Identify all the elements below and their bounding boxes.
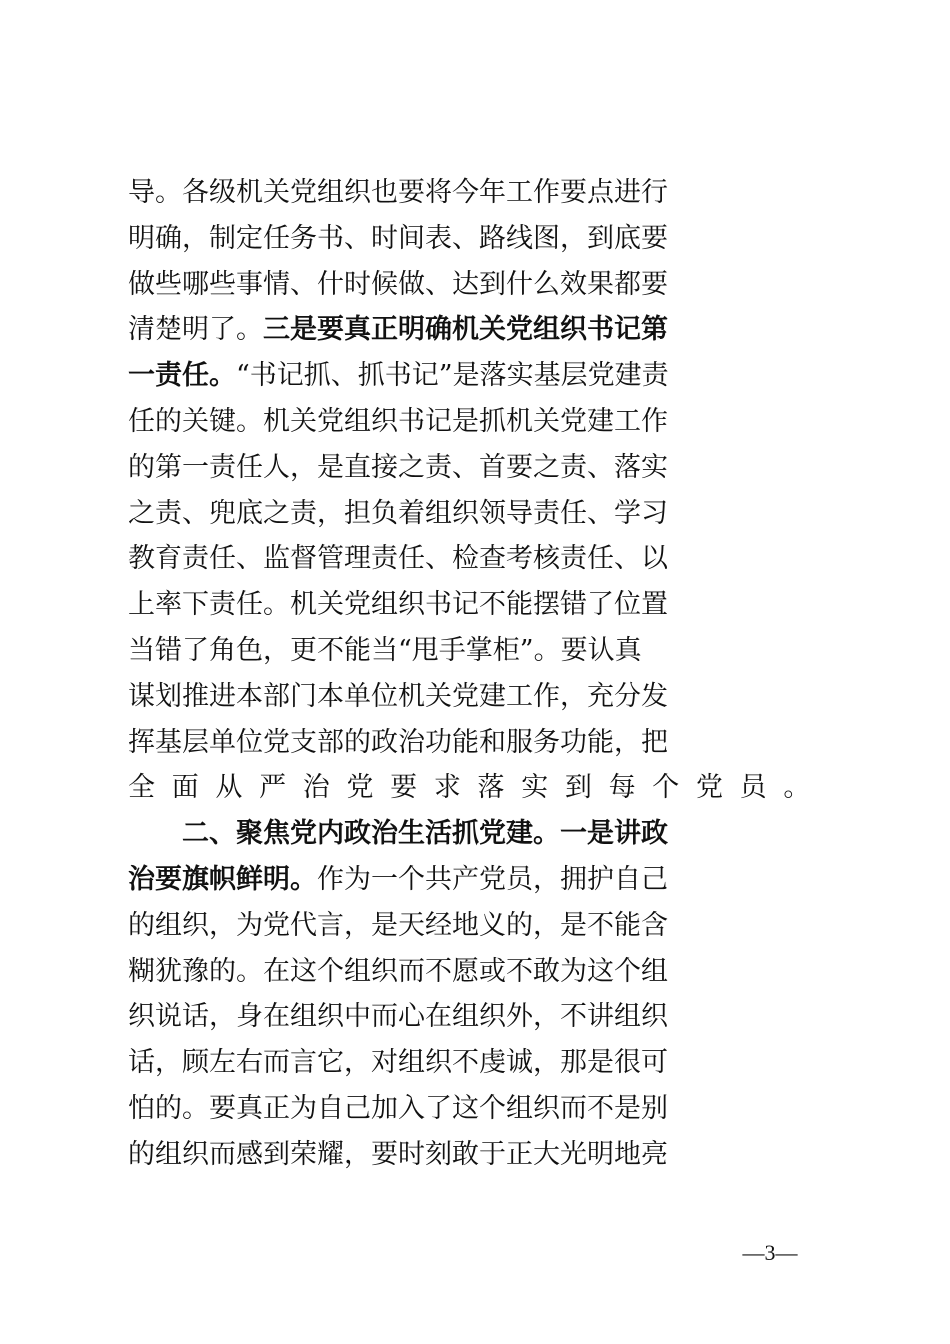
text-segment: 挥基层单位党支部的政治功能和服务功能，把 xyxy=(128,726,668,758)
text-segment: 的组织而感到荣耀，要时刻敢于正大光明地亮 xyxy=(128,1138,668,1170)
bold-text: 一责任。 xyxy=(128,360,236,392)
text-line xyxy=(128,1086,824,1132)
text-segment: 全 面 从 严 治 党 要 求 落 实 到 每 个 党 员 。 xyxy=(128,772,818,804)
text-segment: 作为一个共产党员，拥护自己 xyxy=(317,863,668,895)
text-line xyxy=(128,399,824,445)
text-segment: 的第一责任人，是直接之责、首要之责、落实 xyxy=(128,451,668,483)
text-segment: 之责、兜底之责，担负着组织领导责任、学习 xyxy=(128,497,668,529)
text-line xyxy=(128,1132,824,1178)
text-line xyxy=(128,674,824,720)
text-line xyxy=(128,491,824,537)
text-line xyxy=(128,628,824,674)
text-line xyxy=(128,445,824,491)
text-segment: 导。各级机关党组织也要将今年工作要点进行 xyxy=(128,177,668,208)
body-text xyxy=(128,170,824,1178)
page-number: —3— xyxy=(742,1240,798,1265)
text-line xyxy=(128,353,824,399)
text-segment: 上率下责任。机关党组织书记不能摆错了位置 xyxy=(128,589,668,621)
text-line xyxy=(128,765,824,811)
text-segment: 当错了角色，更不能当“甩手掌柜”。要认真 xyxy=(128,634,642,666)
text-segment: 怕的。要真正为自己加入了这个组织而不是别 xyxy=(128,1092,668,1124)
text-line xyxy=(128,582,824,628)
text-line xyxy=(128,307,824,353)
text-segment: 话，顾左右而言它，对组织不虔诚，那是很可 xyxy=(128,1047,668,1079)
text-line xyxy=(128,720,824,766)
bold-text: 治要旗帜鲜明。 xyxy=(128,863,317,895)
text-segment: 织说话，身在组织中而心在组织外，不讲组织 xyxy=(128,1001,668,1033)
text-line xyxy=(128,994,824,1040)
text-line xyxy=(128,262,824,308)
text-line xyxy=(128,1040,824,1086)
text-segment: “书记抓、抓书记”是落实基层党建责 xyxy=(236,360,669,392)
text-segment: 任的关键。机关党组织书记是抓机关党建工作 xyxy=(128,405,668,437)
text-line xyxy=(128,216,824,262)
text-line xyxy=(128,903,824,949)
text-segment: 明确，制定任务书、时间表、路线图，到底要 xyxy=(128,222,668,254)
bold-text: 一是讲政 xyxy=(560,818,668,850)
text-segment: 清楚明了。 xyxy=(128,314,263,346)
text-segment: 糊犹豫的。在这个组织而不愿或不敢为这个组 xyxy=(128,955,668,987)
bold-text: 二、聚焦党内政治生活抓党建。 xyxy=(182,818,560,850)
text-segment: 教育责任、监督管理责任、检查考核责任、以 xyxy=(128,543,668,575)
text-line xyxy=(128,949,824,995)
text-line xyxy=(128,536,824,582)
bold-text: 三是要真正明确机关党组织书记第 xyxy=(263,314,668,346)
text-segment: 谋划推进本部门本单位机关党建工作，充分发 xyxy=(128,680,668,712)
text-segment: 做些哪些事情、什时候做、达到什么效果都要 xyxy=(128,268,668,300)
text-line xyxy=(128,170,824,216)
text-line xyxy=(128,857,824,903)
text-line xyxy=(128,811,824,857)
text-segment: 的组织，为党代言，是天经地义的，是不能含 xyxy=(128,909,668,941)
